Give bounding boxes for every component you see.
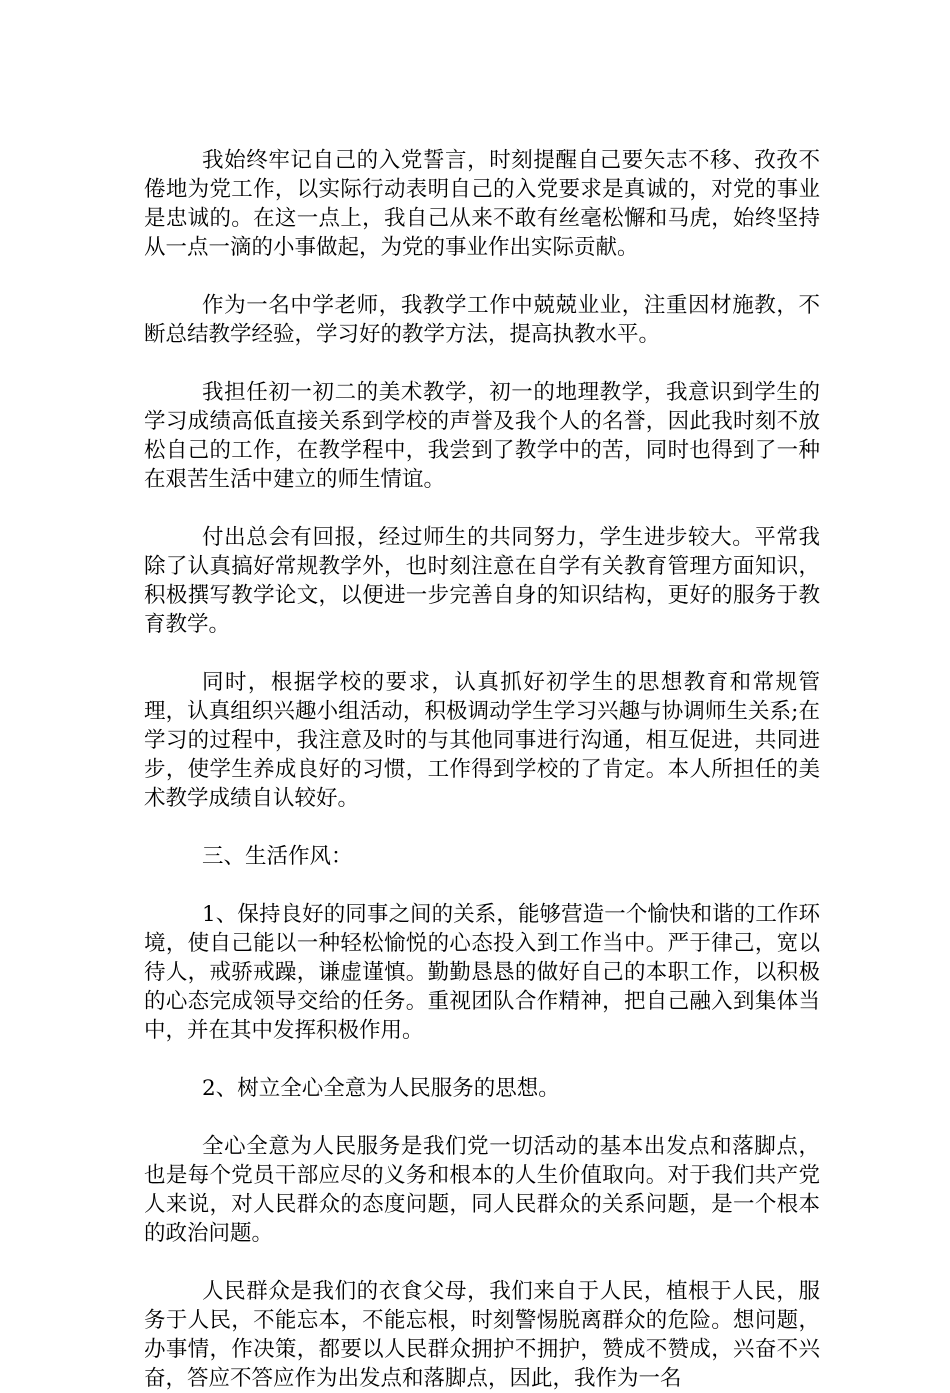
paragraph-colleague-relations: 1、保持良好的同事之间的关系，能够营造一个愉快和谐的工作环境，使自己能以一种轻松愉悦的心态投入到工作当中。严于律己，宽以待人，戒骄戒躁，谦虚谨慎。勤勤恳恳的做好自己的本职工作，以积极的心态完成领导交给的任务。重视团队合作精神，把自己融入到集体当中，并在其中发挥积极作用。 (144, 902, 820, 1043)
paragraph-people-masses: 人民群众是我们的衣食父母，我们来自于人民，植根于人民，服务于人民，不能忘本，不能忘根，时刻警惕脱离群众的危险。想问题，办事情，作决策，都要以人民群众拥护不拥护，赞成不赞成，兴奋不兴奋，答应不答应作为出发点和落脚点，因此，我作为一名 (144, 1279, 820, 1391)
paragraph-serve-people: 全心全意为人民服务是我们党一切活动的基本出发点和落脚点，也是每个党员干部应尽的义务和根本的人生价值取向。对于我们共产党人来说，对人民群众的态度问题，同人民群众的关系问题，是一个根本的政治问题。 (144, 1134, 820, 1246)
document-body (144, 146, 820, 1393)
paragraph-art-teaching: 我担任初一初二的美术教学，初一的地理教学，我意识到学生的学习成绩高低直接关系到学校的声誉及我个人的名誉，因此我时刻不放松自己的工作，在教学程中，我尝到了教学中的苦，同时也得到了一种在艰苦生活中建立的师生情谊。 (144, 380, 820, 492)
paragraph-teaching-work: 作为一名中学老师，我教学工作中兢兢业业，注重因材施教，不断总结教学经验，学习好的教学方法，提高执教水平。 (144, 293, 820, 347)
subheading-serve-people: 2、树立全心全意为人民服务的思想。 (202, 1076, 560, 1101)
paragraph-effort-rewards: 付出总会有回报，经过师生的共同努力，学生进步较大。平常我除了认真搞好常规教学外，也时刻注意在自学有关教育管理方面知识，积极撰写教学论文，以便进一步完善自身的知识结构，更好的服务于教育教学。 (144, 525, 820, 637)
section-heading-life-style: 三、生活作风： (202, 844, 353, 869)
paragraph-school-requirements: 同时，根据学校的要求，认真抓好初学生的思想教育和常规管理，认真组织兴趣小组活动，积极调动学生学习兴趣与协调师生关系;在学习的过程中，我注意及时的与其他同事进行沟通，相互促进，共同进步，使学生养成良好的习惯，工作得到学校的了肯定。本人所担任的美术教学成绩自认较好。 (144, 670, 820, 811)
paragraph-party-oath: 我始终牢记自己的入党誓言，时刻提醒自己要矢志不移、孜孜不倦地为党工作，以实际行动表明自己的入党要求是真诚的，对党的事业是忠诚的。在这一点上，我自己从来不敢有丝毫松懈和马虎，始终坚持从一点一滴的小事做起，为党的事业作出实际贡献。 (144, 148, 820, 260)
